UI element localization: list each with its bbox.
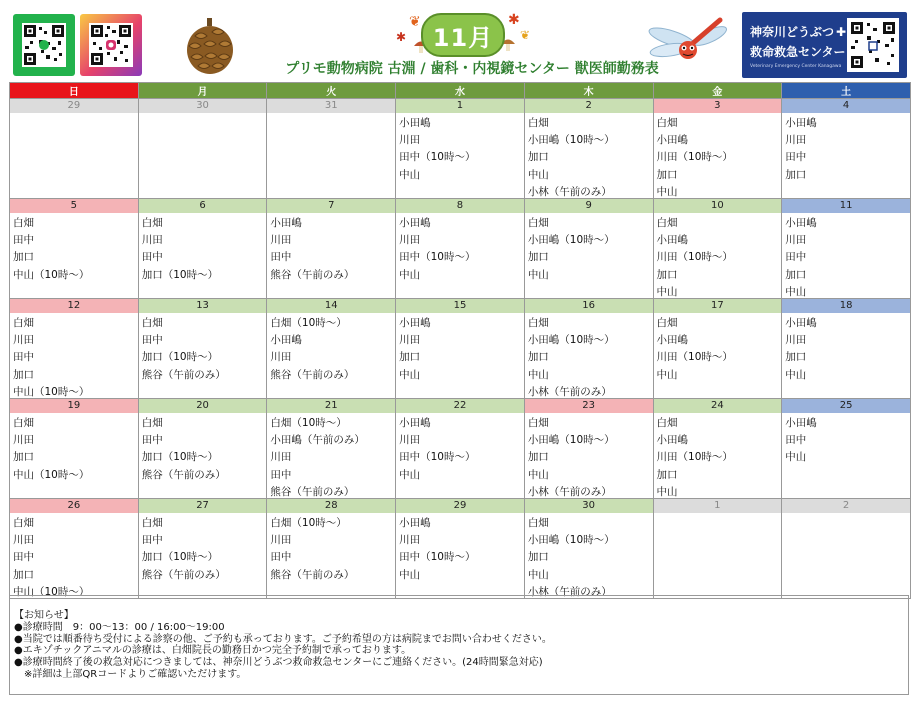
calendar-day-cell <box>782 199 911 299</box>
calendar-day-cell <box>524 199 653 299</box>
staff-entry: 田中（10時～） <box>399 551 476 564</box>
staff-entry: 白畑 <box>141 517 163 529</box>
staff-entry: 白畑 <box>141 417 163 429</box>
staff-entry: 田中 <box>13 351 34 364</box>
calendar-week-row <box>10 499 911 599</box>
staff-list <box>525 213 653 298</box>
staff-entry: 白畑 <box>527 117 549 129</box>
staff-entry: 中山 <box>399 568 421 581</box>
staff-entry: 小田嶋 <box>399 117 431 129</box>
staff-entry: 白畑（10時～） <box>270 317 347 329</box>
staff-entry: 白畑 <box>656 317 678 329</box>
weekday-header: 土 <box>782 83 911 99</box>
page-title: プリモ動物病院 古淵 / 歯科・内視鏡センター 獣医師勤務表 <box>285 61 659 77</box>
day-number: 9 <box>525 199 653 213</box>
staff-entry: 中山 <box>656 185 678 198</box>
staff-entry: 白畑 <box>656 217 678 229</box>
header <box>0 0 921 82</box>
day-number: 18 <box>782 299 910 313</box>
staff-entry: 中山 <box>785 368 807 381</box>
staff-entry: 小田嶋 <box>656 434 689 447</box>
staff-entry: 中山（10時～） <box>13 468 90 481</box>
staff-entry: 小田嶋 <box>785 417 817 429</box>
calendar-day-cell <box>267 499 396 599</box>
staff-entry: 白畑 <box>13 217 34 229</box>
calendar-week-row <box>10 399 911 499</box>
staff-entry: 白畑 <box>141 317 163 329</box>
weekday-header: 火 <box>267 83 396 99</box>
staff-list <box>782 313 910 398</box>
staff-entry: 加口 <box>13 568 34 581</box>
staff-entry: 中山 <box>527 568 549 581</box>
autumn-leaf-icon: ✱ <box>396 30 407 44</box>
staff-entry: 小田嶋（10時～） <box>527 434 615 447</box>
staff-entry: 中山 <box>785 285 807 298</box>
calendar-day-cell <box>653 399 782 499</box>
staff-entry: 中山 <box>527 368 549 381</box>
notice-heading: 【お知らせ】 <box>14 610 74 621</box>
staff-entry: 川田 <box>785 134 807 147</box>
calendar-day-cell <box>138 99 267 199</box>
staff-entry: 中山 <box>785 451 807 464</box>
day-number: 2 <box>782 499 910 513</box>
calendar-day-cell <box>524 299 653 399</box>
calendar-day-cell <box>138 199 267 299</box>
autumn-leaf-icon: ❦ <box>409 14 421 30</box>
staff-list <box>10 513 138 598</box>
calendar-day-cell <box>653 299 782 399</box>
staff-entry: 川田（10時～） <box>656 451 733 464</box>
calendar-day-cell <box>396 99 525 199</box>
day-number: 1 <box>654 499 782 513</box>
staff-entry: 熊谷（午前のみ） <box>141 468 226 481</box>
staff-list <box>654 513 782 598</box>
staff-entry: 小林（午前のみ） <box>527 585 612 598</box>
calendar-day-cell <box>782 499 911 599</box>
day-number: 20 <box>139 399 267 413</box>
calendar-day-cell <box>138 499 267 599</box>
staff-entry: 小田嶋 <box>399 517 431 529</box>
staff-entry: 川田 <box>785 234 807 247</box>
calendar-day-cell <box>267 299 396 399</box>
staff-list <box>525 513 653 598</box>
center-name-line1: 神奈川どうぶつ ✚ <box>750 25 847 39</box>
day-number: 21 <box>267 399 395 413</box>
staff-list <box>139 113 267 198</box>
staff-entry: 川田 <box>270 351 292 364</box>
weekday-header: 日 <box>10 83 139 99</box>
staff-entry: 川田 <box>141 234 163 247</box>
day-number: 30 <box>139 99 267 113</box>
staff-entry: 中山 <box>656 485 678 498</box>
staff-entry: 熊谷（午前のみ） <box>141 568 226 581</box>
staff-list <box>525 413 653 498</box>
day-number: 26 <box>10 499 138 513</box>
day-number: 8 <box>396 199 524 213</box>
calendar-day-cell <box>10 499 139 599</box>
staff-entry: 白畑（10時～） <box>270 517 347 529</box>
staff-list <box>267 413 395 498</box>
calendar-day-cell <box>524 399 653 499</box>
calendar-day-cell <box>396 399 525 499</box>
staff-entry: 小田嶋 <box>785 117 817 129</box>
calendar-day-cell <box>267 199 396 299</box>
staff-entry: 川田 <box>270 451 292 464</box>
calendar-day-cell <box>396 499 525 599</box>
staff-list <box>396 313 524 398</box>
weekday-header: 木 <box>524 83 653 99</box>
calendar-day-cell <box>10 299 139 399</box>
staff-entry: 小田嶋 <box>785 217 817 229</box>
staff-entry: 白畑 <box>527 517 549 529</box>
notice-line: ●当院では順番待ち受付による診察の他、ご予約も承っております。ご予約希望の方は病院までお問い合わせください。 <box>14 633 552 645</box>
staff-entry: 川田 <box>13 534 34 547</box>
staff-entry: 白畑 <box>656 117 678 129</box>
staff-entry: 川田 <box>13 334 34 347</box>
staff-entry: 小田嶋（10時～） <box>527 534 615 547</box>
staff-entry: 加口 <box>527 151 549 164</box>
calendar-day-cell <box>653 199 782 299</box>
center-name-line2: 救命救急センター <box>750 45 846 59</box>
autumn-leaf-icon: ❦ <box>520 28 531 42</box>
calendar-day-cell <box>782 299 911 399</box>
day-number: 22 <box>396 399 524 413</box>
staff-list <box>782 113 910 198</box>
dragonfly-icon <box>648 14 738 76</box>
staff-entry: 田中（10時～） <box>399 451 476 464</box>
day-number: 12 <box>10 299 138 313</box>
calendar-week-row <box>10 299 911 399</box>
staff-entry: 川田 <box>270 534 292 547</box>
staff-entry: 田中 <box>785 251 807 264</box>
staff-entry: 田中 <box>785 434 807 447</box>
staff-entry: 白畑 <box>13 317 34 329</box>
day-number: 1 <box>396 99 524 113</box>
schedule-calendar <box>9 82 911 599</box>
staff-entry: 川田 <box>399 234 421 247</box>
staff-entry: 川田 <box>399 134 421 147</box>
staff-entry: 加口 <box>527 451 549 464</box>
day-number: 28 <box>267 499 395 513</box>
staff-list <box>654 213 782 298</box>
staff-entry: 加口 <box>785 351 807 364</box>
staff-entry: 小田嶋 <box>399 217 431 229</box>
staff-entry: 中山 <box>656 368 678 381</box>
staff-entry: 小田嶋 <box>399 317 431 329</box>
staff-entry: 中山 <box>656 285 678 298</box>
calendar-day-cell <box>782 399 911 499</box>
pinecone-icon <box>185 18 235 76</box>
staff-entry: 小田嶋 <box>270 334 302 347</box>
staff-entry: 加口 <box>785 268 807 281</box>
line-qr-icon[interactable] <box>13 14 75 76</box>
staff-list <box>654 313 782 398</box>
staff-entry: 熊谷（午前のみ） <box>270 368 355 381</box>
staff-entry: 田中 <box>141 334 163 347</box>
staff-list <box>654 413 782 498</box>
staff-entry: 川田 <box>399 434 421 447</box>
weekday-header-row <box>10 83 911 99</box>
staff-entry: 加口（10時～） <box>141 551 219 564</box>
day-number: 16 <box>525 299 653 313</box>
staff-entry: 白畑 <box>527 317 549 329</box>
staff-entry: 中山（10時～） <box>13 268 90 281</box>
staff-entry: 田中 <box>270 551 292 564</box>
staff-entry: 田中 <box>785 151 807 164</box>
staff-entry: 小田嶋 <box>656 134 689 147</box>
calendar-day-cell <box>267 399 396 499</box>
staff-list <box>396 413 524 498</box>
staff-entry: 加口 <box>13 368 34 381</box>
staff-list <box>525 313 653 398</box>
staff-entry: 加口（10時～） <box>141 268 219 281</box>
staff-entry: 小田嶋（10時～） <box>527 234 615 247</box>
day-number: 3 <box>654 99 782 113</box>
staff-entry: 白畑 <box>656 417 678 429</box>
staff-entry: 川田 <box>785 334 807 347</box>
day-number: 29 <box>396 499 524 513</box>
staff-entry: 熊谷（午前のみ） <box>141 368 226 381</box>
day-number: 5 <box>10 199 138 213</box>
staff-entry: 川田 <box>13 434 34 447</box>
staff-entry: 加口（10時～） <box>141 451 219 464</box>
staff-list <box>10 313 138 398</box>
staff-list <box>267 313 395 398</box>
day-number: 2 <box>525 99 653 113</box>
staff-entry: 田中 <box>141 534 163 547</box>
calendar-day-cell <box>138 299 267 399</box>
notice-line: ※詳細は上部QRコードよりご確認いただけます。 <box>14 668 247 680</box>
autumn-leaf-icon: ✱ <box>508 12 520 28</box>
staff-entry: 白畑 <box>527 417 549 429</box>
calendar-day-cell <box>653 99 782 199</box>
staff-entry: 小田嶋 <box>656 234 689 247</box>
weekday-header: 金 <box>653 83 782 99</box>
staff-entry: 加口 <box>527 251 549 264</box>
staff-list <box>267 213 395 298</box>
staff-entry: 中山 <box>399 268 421 281</box>
day-number: 24 <box>654 399 782 413</box>
staff-entry: 白畑 <box>527 217 549 229</box>
staff-list <box>525 113 653 198</box>
staff-entry: 加口 <box>656 268 678 281</box>
staff-entry: 田中（10時～） <box>399 251 476 264</box>
day-number: 19 <box>10 399 138 413</box>
staff-entry: 中山（10時～） <box>13 585 90 598</box>
staff-entry: 川田（10時～） <box>656 151 733 164</box>
calendar-day-cell <box>524 99 653 199</box>
staff-entry: 加口 <box>399 351 421 364</box>
staff-entry: 小田嶋 <box>656 334 689 347</box>
day-number: 25 <box>782 399 910 413</box>
notice-line: ●診療時間終了後の救急対応につきましては、神奈川どうぶつ救命救急センターにご連絡ください。(24時間緊急対応) <box>14 657 543 669</box>
notice-line: ●診療時間 9：00～13：00 / 16:00～19:00 <box>14 621 225 633</box>
month-title: 11月 <box>421 13 505 57</box>
day-number: 13 <box>139 299 267 313</box>
notice-line: ●エキゾチックアニマルの診療は、白畑院長の勤務日かつ完全予約制で承っております。 <box>14 645 412 657</box>
day-number: 11 <box>782 199 910 213</box>
staff-entry: 白畑 <box>13 517 34 529</box>
calendar-day-cell <box>267 99 396 199</box>
day-number: 10 <box>654 199 782 213</box>
staff-entry: 田中 <box>270 251 292 264</box>
center-name-en: Veterinary Emergency Center Kanagawa <box>750 64 842 69</box>
calendar-day-cell <box>782 99 911 199</box>
day-number: 30 <box>525 499 653 513</box>
emergency-center-banner[interactable] <box>742 12 907 78</box>
staff-list <box>654 113 782 198</box>
staff-entry: 中山 <box>399 168 421 181</box>
staff-list <box>139 313 267 398</box>
day-number: 6 <box>139 199 267 213</box>
staff-entry: 熊谷（午前のみ） <box>270 568 355 581</box>
staff-entry: 川田 <box>399 334 421 347</box>
staff-entry: 加口（10時～） <box>141 351 219 364</box>
staff-entry: 中山 <box>527 168 549 181</box>
staff-entry: 小田嶋 <box>785 317 817 329</box>
staff-entry: 小田嶋 <box>399 417 431 429</box>
day-number: 15 <box>396 299 524 313</box>
staff-list <box>10 413 138 498</box>
staff-list <box>139 513 267 598</box>
staff-entry: 川田（10時～） <box>656 351 733 364</box>
staff-entry: 中山 <box>399 368 421 381</box>
staff-list <box>782 213 910 298</box>
staff-entry: 加口 <box>13 251 34 264</box>
staff-entry: 田中 <box>13 234 34 247</box>
staff-entry: 中山 <box>399 468 421 481</box>
staff-entry: 熊谷（午前のみ） <box>270 485 355 498</box>
day-number: 29 <box>10 99 138 113</box>
staff-list <box>396 213 524 298</box>
staff-entry: 小林（午前のみ） <box>527 385 612 398</box>
staff-entry: 白畑（10時～） <box>270 417 347 429</box>
staff-entry: 加口 <box>785 168 807 181</box>
staff-entry: 田中（10時～） <box>399 151 476 164</box>
calendar-day-cell <box>396 199 525 299</box>
day-number: 7 <box>267 199 395 213</box>
staff-entry: 中山 <box>527 268 549 281</box>
staff-list <box>10 113 138 198</box>
staff-list <box>782 413 910 498</box>
staff-list <box>396 113 524 198</box>
day-number: 14 <box>267 299 395 313</box>
staff-entry: 田中 <box>270 468 292 481</box>
calendar-day-cell <box>138 399 267 499</box>
cross-icon: ✚ <box>836 25 847 39</box>
staff-entry: 田中 <box>141 251 163 264</box>
staff-entry: 小田嶋（10時～） <box>527 134 615 147</box>
staff-entry: 加口 <box>656 168 678 181</box>
calendar-day-cell <box>10 399 139 499</box>
staff-entry: 田中 <box>13 551 34 564</box>
staff-list <box>267 513 395 598</box>
day-number: 31 <box>267 99 395 113</box>
center-qr-icon[interactable] <box>847 18 899 72</box>
day-number: 23 <box>525 399 653 413</box>
staff-entry: 小田嶋 <box>270 217 302 229</box>
staff-entry: 加口 <box>527 351 549 364</box>
staff-entry: 小林（午前のみ） <box>527 485 612 498</box>
calendar-day-cell <box>10 99 139 199</box>
staff-list <box>267 113 395 198</box>
day-number: 4 <box>782 99 910 113</box>
day-number: 17 <box>654 299 782 313</box>
staff-entry: 加口 <box>656 468 678 481</box>
staff-list <box>139 213 267 298</box>
staff-entry: 田中 <box>141 434 163 447</box>
staff-entry: 白畑 <box>141 217 163 229</box>
staff-list <box>139 413 267 498</box>
calendar-day-cell <box>653 499 782 599</box>
calendar-week-row <box>10 99 911 199</box>
calendar-week-row <box>10 199 911 299</box>
calendar-day-cell <box>396 299 525 399</box>
staff-list <box>396 513 524 598</box>
day-number: 27 <box>139 499 267 513</box>
staff-entry: 川田（10時～） <box>656 251 733 264</box>
staff-entry: 白畑 <box>13 417 34 429</box>
notice-box <box>9 595 909 695</box>
staff-entry: 中山 <box>527 468 549 481</box>
staff-list <box>10 213 138 298</box>
instagram-qr-icon[interactable] <box>80 14 142 76</box>
staff-entry: 小林（午前のみ） <box>527 185 612 198</box>
staff-entry: 川田 <box>270 234 292 247</box>
staff-entry: 加口 <box>527 551 549 564</box>
calendar-day-cell <box>10 199 139 299</box>
weekday-header: 月 <box>138 83 267 99</box>
staff-entry: 中山（10時～） <box>13 385 90 398</box>
staff-entry: 小田嶋（10時～） <box>527 334 615 347</box>
staff-list <box>782 513 910 598</box>
staff-entry: 熊谷（午前のみ） <box>270 268 355 281</box>
staff-entry: 川田 <box>399 534 421 547</box>
weekday-header: 水 <box>396 83 525 99</box>
staff-entry: 小田嶋（午前のみ） <box>270 434 365 447</box>
calendar-day-cell <box>524 499 653 599</box>
staff-entry: 加口 <box>13 451 34 464</box>
